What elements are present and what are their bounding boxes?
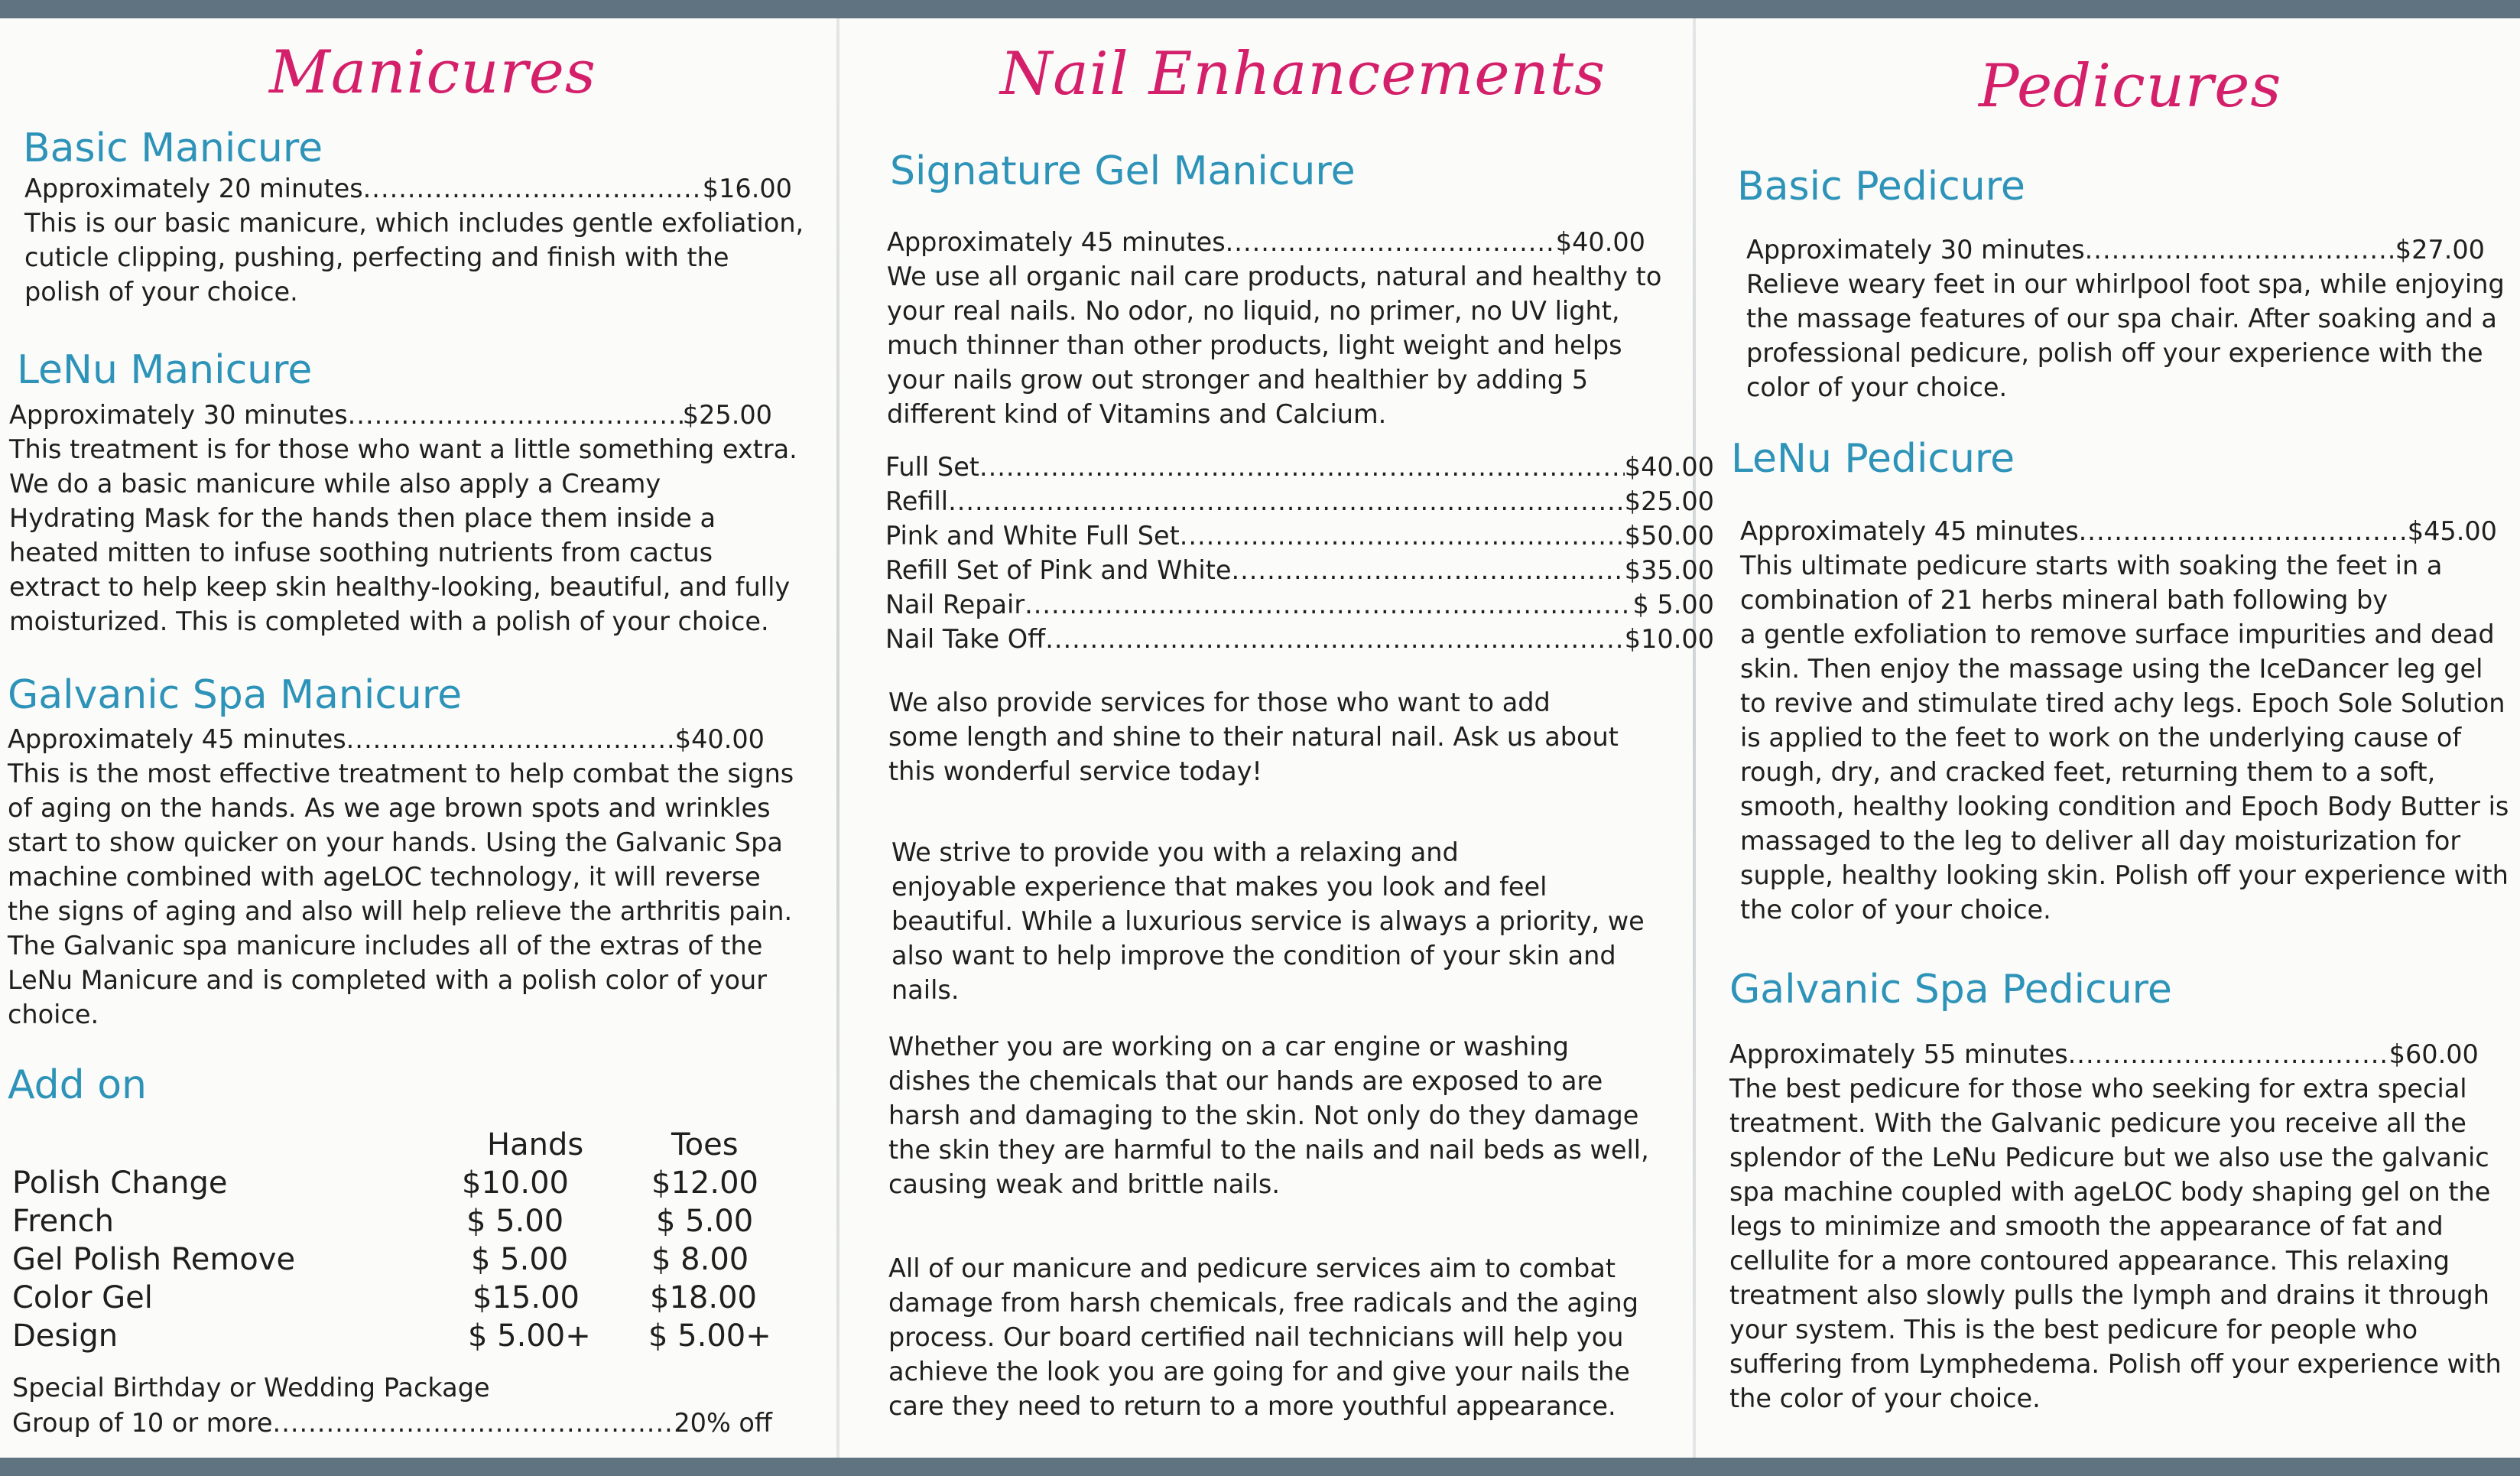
manicures-panel <box>0 18 836 1458</box>
leader-dots <box>948 484 1625 519</box>
price-list-row <box>885 587 1714 622</box>
leader-dots <box>2079 514 2408 548</box>
price: $60.00 <box>2388 1039 2479 1069</box>
price: $25.00 <box>682 400 772 430</box>
duration: Approximately 55 minutes <box>1729 1039 2068 1069</box>
service-price: $10.00 <box>1624 624 1714 654</box>
signature-gel-heading: Signature Gel Manicure <box>890 148 1356 194</box>
addon-toes-price: $ 5.00+ <box>648 1318 771 1354</box>
duration: Approximately 45 minutes <box>1740 516 2079 546</box>
duration: Approximately 30 minutes <box>1746 235 2085 265</box>
lenu-manicure-description: This treatment is for those who want a little something extra. We do a basic manicure while also apply a Creamy Hydrating Mask for the hands then place them inside a heated mitten to infuse soothing nutrients from cactus extract to help keep skin healthy-looking, beautiful, and fully moisturized. This is completed with a polish of your choice. <box>9 434 797 636</box>
leader-dots <box>1045 622 1625 656</box>
leader-dots <box>273 1406 674 1440</box>
leader-dots <box>2085 232 2395 267</box>
leader-dots <box>979 450 1625 484</box>
galvanic-pedicure-price-row <box>1729 1037 2479 1071</box>
addon-col-toes: Toes <box>671 1127 739 1162</box>
price: $27.00 <box>2395 235 2485 265</box>
price: $40.00 <box>1555 227 1645 257</box>
leader-dots <box>1180 519 1625 553</box>
addon-name: Polish Change <box>12 1166 228 1201</box>
enhancements-title: Nail Enhancements <box>1000 40 1606 109</box>
service-label: Refill Set of Pink and White <box>885 555 1232 585</box>
addon-name: French <box>12 1204 114 1239</box>
chemicals-paragraph: Whether you are working on a car engine or washing dishes the chemicals that our hands are exposed to are harsh and damaging to the skin. Not only do they damage the skin they are harmful to the nails and nail beds as well, causing weak and brittle nails. <box>888 1032 1649 1199</box>
relaxing-paragraph: We strive to provide you with a relaxing and enjoyable experience that makes you look and feel beautiful. While a luxurious service is always a priority, we also want to help improve the condition of your skin and nails. <box>891 837 1645 1005</box>
basic-pedicure-heading: Basic Pedicure <box>1737 164 2025 210</box>
basic-pedicure-description: Relieve weary feet in our whirlpool foot spa, while enjoying the massage features of our spa chair. After soaking and a professional pedicure, polish off your experience with the color of your choice. <box>1746 269 2505 402</box>
price-list-row <box>885 519 1714 553</box>
service-price: $25.00 <box>1624 486 1714 516</box>
enhancements-panel <box>839 18 1714 1458</box>
leader-dots <box>348 398 683 432</box>
group-price: 20% off <box>674 1408 772 1438</box>
duration: Approximately 45 minutes <box>887 227 1226 257</box>
manicures-title: Manicures <box>269 38 596 107</box>
service-price: $35.00 <box>1624 555 1714 585</box>
duration: Approximately 30 minutes <box>9 400 348 430</box>
addon-hands-price: $ 5.00+ <box>468 1318 591 1354</box>
addon-toes-price: $18.00 <box>650 1280 757 1315</box>
lenu-pedicure-price-row <box>1740 514 2497 548</box>
galvanic-manicure-heading: Galvanic Spa Manicure <box>8 672 463 718</box>
addon-hands-price: $ 5.00 <box>466 1204 564 1239</box>
galvanic-pedicure-heading: Galvanic Spa Pedicure <box>1729 967 2172 1013</box>
price: $16.00 <box>702 174 792 203</box>
pedicures-panel <box>1696 18 2520 1458</box>
service-label: Nail Repair <box>885 590 1025 619</box>
price-list-row <box>885 622 1714 656</box>
services-aim-paragraph: All of our manicure and pedicure services aim to combat damage from harsh chemicals, free radicals and the aging process. Our board certified nail technicians will help you achieve the look you are going for and give your nails the care they need to return to a more youthful appearance. <box>888 1253 1638 1421</box>
duration: Approximately 45 minutes <box>8 724 346 754</box>
package-line: Special Birthday or Wedding Package <box>12 1373 490 1403</box>
price-list-row <box>885 484 1714 519</box>
signature-gel-price-row <box>887 225 1645 259</box>
leader-dots <box>1025 587 1632 622</box>
addon-toes-price: $12.00 <box>651 1166 758 1201</box>
service-label: Full Set <box>885 452 979 482</box>
service-price: $40.00 <box>1624 452 1714 482</box>
galvanic-manicure-description: This is the most effective treatment to help combat the signs of aging on the hands. As we age brown spots and wrinkles start to show quicker on your hands. Using the Galvanic Spa machine combined with ageLOC technology, it will reverse the signs of aging and also will help relieve the arthritis pain. The Galvanic spa manicure includes all of the extras of the LeNu Manicure and is completed with a polish color of your choice. <box>8 759 794 1029</box>
leader-dots <box>1226 225 1556 259</box>
addon-hands-price: $15.00 <box>472 1280 580 1315</box>
brochure-sheet <box>0 18 2520 1458</box>
addon-name: Color Gel <box>12 1280 153 1315</box>
duration: Approximately 20 minutes <box>24 174 363 203</box>
galvanic-manicure-price-row <box>8 722 765 756</box>
basic-manicure-description: This is our basic manicure, which includes gentle exfoliation, cuticle clipping, pushing, perfecting and finish with the polish of your choice. <box>24 208 804 307</box>
addon-name: Design <box>12 1318 119 1354</box>
price: $45.00 <box>2407 516 2497 546</box>
price: $40.00 <box>674 724 765 754</box>
service-label: Pink and White Full Set <box>885 521 1180 551</box>
addon-hands-price: $10.00 <box>462 1166 569 1201</box>
group-discount-row <box>12 1406 772 1440</box>
addon-col-hands: Hands <box>487 1127 584 1162</box>
addon-name: Gel Polish Remove <box>12 1242 296 1277</box>
lenu-pedicure-heading: LeNu Pedicure <box>1731 436 2015 482</box>
service-label: Refill <box>885 486 949 516</box>
signature-gel-description: We use all organic nail care products, natural and healthy to your real nails. No odor, no liquid, no primer, no UV light, much thinner than other products, light weight and helps your nails grow out stronger and healthier by adding 5 different kind of Vitamins and Calcium. <box>887 262 1662 429</box>
addon-heading: Add on <box>8 1062 147 1108</box>
lenu-pedicure-description: This ultimate pedicure starts with soaking the feet in a combination of 21 herbs mineral bath following by a gentle exfoliation to remove surface impurities and dead skin. Then enjoy the massage using the IceDancer leg gel to revive and stimulate tired achy legs. Epoch Sole Solution is applied to the feet to work on the underlying cause of rough, dry, and cracked feet, returning them to a soft, smooth, healthy looking condition and Epoch Body Butter is massaged to the leg to deliver all day moisturization for supple, healthy looking skin. Polish off your experience with the color of your choice. <box>1740 551 2509 925</box>
group-label: Group of 10 or more <box>12 1408 273 1438</box>
basic-manicure-heading: Basic Manicure <box>23 125 323 171</box>
addon-hands-price: $ 5.00 <box>471 1242 569 1277</box>
service-label: Nail Take Off <box>885 624 1046 654</box>
addon-toes-price: $ 8.00 <box>651 1242 749 1277</box>
leader-dots <box>2068 1037 2389 1071</box>
length-service-paragraph: We also provide services for those who want to add some length and shine to their natural nail. Ask us about this wonderful service today! <box>888 688 1619 786</box>
lenu-manicure-price-row <box>9 398 772 432</box>
basic-manicure-price-row <box>24 171 792 206</box>
service-price: $50.00 <box>1624 521 1714 551</box>
basic-pedicure-price-row <box>1746 232 2485 267</box>
leader-dots <box>363 171 703 206</box>
lenu-manicure-heading: LeNu Manicure <box>17 347 313 393</box>
price-list-row <box>885 450 1714 484</box>
leader-dots <box>1231 553 1624 587</box>
leader-dots <box>346 722 675 756</box>
pedicures-title: Pedicures <box>1979 52 2282 121</box>
galvanic-pedicure-description: The best pedicure for those who seeking for extra special treatment. With the Galvanic pedicure you receive all the splendor of the LeNu Pedicure but we also use the galvanic spa machine coupled with ageLOC body shaping gel on the legs to minimize and smooth the appearance of fat and cellulite for a more contoured appearance. This relaxing treatment also slowly pulls the lymph and drains it through your system. This is the best pedicure for people who suffering from Lymphedema. Polish off your experience with the color of your choice. <box>1729 1074 2502 1413</box>
addon-toes-price: $ 5.00 <box>656 1204 754 1239</box>
price-list-row <box>885 553 1714 587</box>
service-price: $ 5.00 <box>1632 590 1714 619</box>
